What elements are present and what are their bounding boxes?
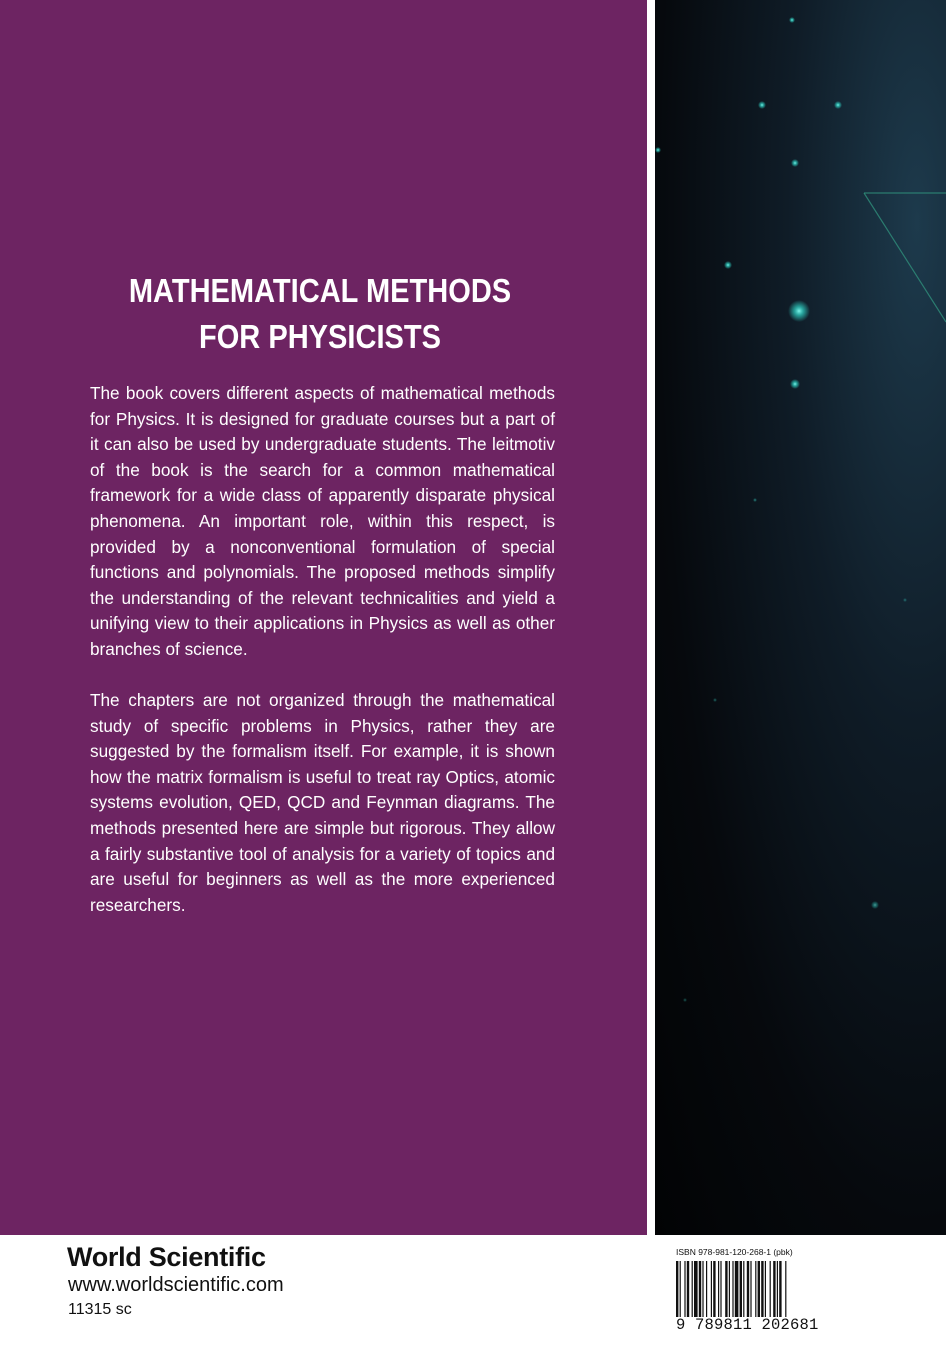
barcode-bars xyxy=(676,1261,821,1317)
title-line-1: MATHEMATICAL METHODS xyxy=(128,272,512,309)
starfield-artwork xyxy=(655,0,946,1235)
starfield-image xyxy=(655,0,946,1235)
isbn-barcode xyxy=(676,1247,821,1347)
blurb-paragraph-2: The chapters are not organized through the mathematical study of specific problems in Physics, rather they are suggested by the formalism itself. For example, it is shown how the matrix formalism is useful to treat ray Optics, atomic systems evolution, QED, QCD and Feynman diagrams. The methods presented here are simple but rigorous. They allow a fairly substantive tool of analysis for a variety of topics and are useful for beginners as well as the more experienced researchers. xyxy=(90,690,555,915)
title-line-2: FOR PHYSICISTS xyxy=(198,318,442,355)
publisher-website[interactable]: www.worldscientific.com xyxy=(68,1274,284,1296)
catalog-code: 11315 sc xyxy=(68,1301,132,1318)
publisher-name: World Scientific xyxy=(67,1242,266,1272)
barcode-digits: 9 789811 202681 xyxy=(676,1316,819,1334)
isbn-text: ISBN 978-981-120-268-1 (pbk) xyxy=(676,1247,793,1257)
spine-divider xyxy=(647,0,655,1235)
book-title xyxy=(100,268,540,360)
blurb-paragraph-1: The book covers different aspects of mathematical methods for Physics. It is designed for graduate courses but a part of it can also be used by undergraduate students. The leitmotiv of the book is the search for a common mathematical framework for a wide class of apparently disparate physical phenomena. An important role, within this respect, is provided by a nonconventional formulation of special functions and polynomials. The proposed methods simplify the understanding of the relevant technicalities and yield a unifying view to their applications in Physics as well as other branches of science. xyxy=(90,383,555,659)
